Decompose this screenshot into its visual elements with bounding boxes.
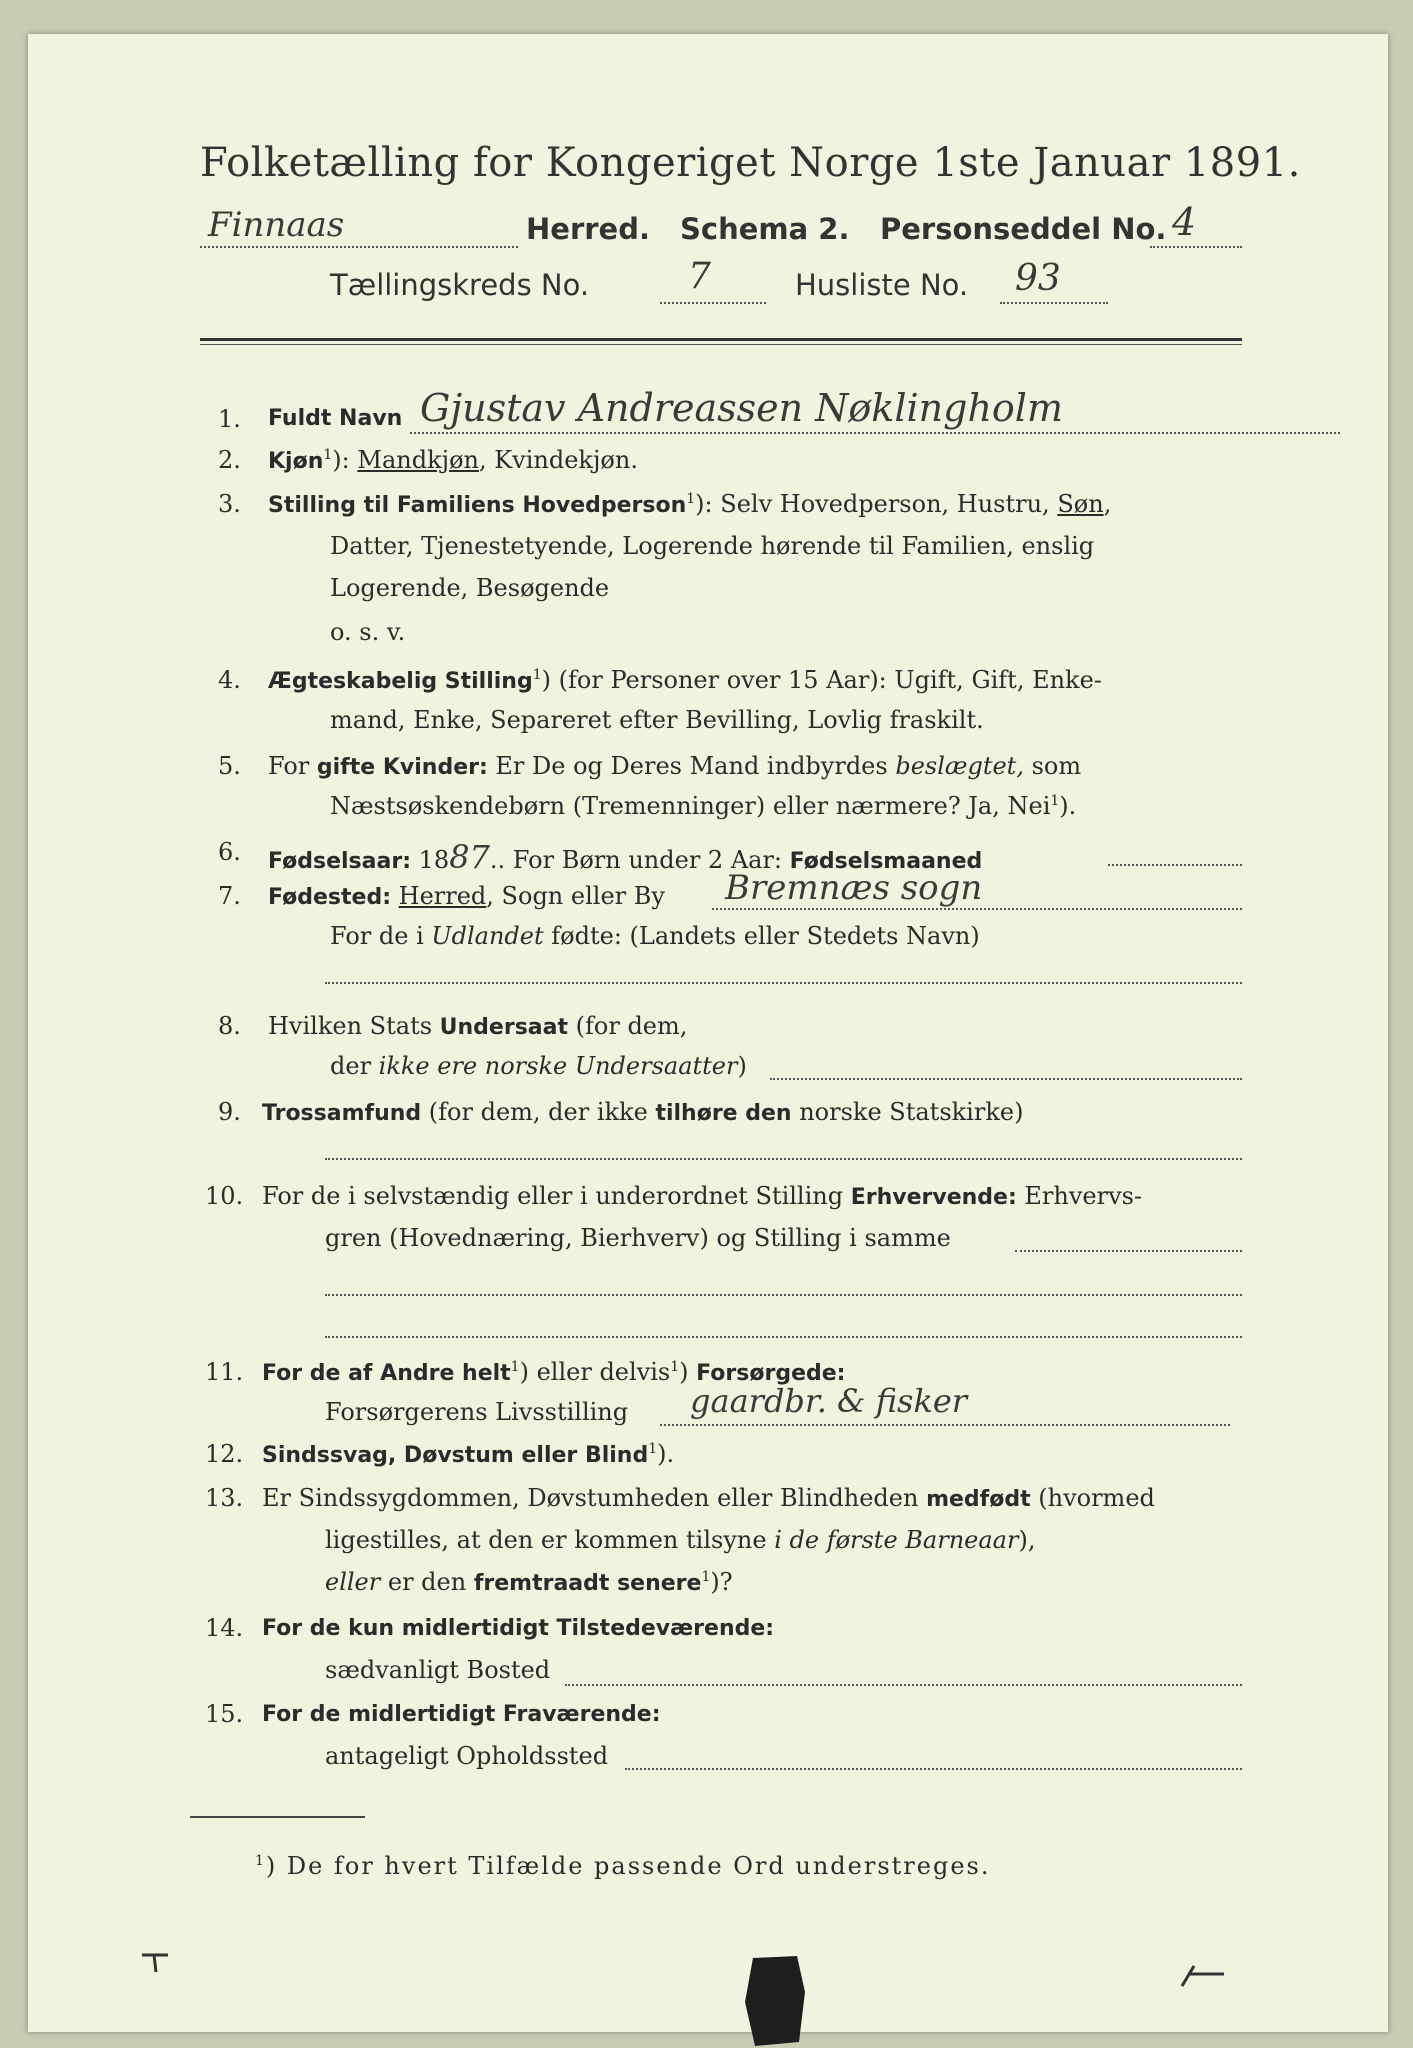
item-2-label: Kjøn xyxy=(268,449,324,474)
item-5-prefix: For xyxy=(268,752,317,780)
item-10-dotline-1 xyxy=(1015,1250,1242,1252)
form-title: Folketælling for Kongeriget Norge 1ste Januar 1891. xyxy=(200,140,1301,186)
item-14-line-2: sædvanligt Bosted xyxy=(325,1656,551,1684)
item-11-line-2: Forsørgerens Livsstilling xyxy=(325,1398,629,1426)
item-5-line-2 xyxy=(330,792,1076,820)
corner-mark-left xyxy=(140,1950,170,1975)
husliste-dotline xyxy=(1000,302,1108,304)
herred-dotline xyxy=(200,246,518,248)
personseddel-label: Personseddel No. xyxy=(880,212,1167,246)
item-8-dotline xyxy=(770,1078,1242,1080)
taellingskreds-dotline xyxy=(660,302,766,304)
item-8-text-2b: ) xyxy=(737,1052,747,1080)
item-5-beslaegtet: beslægtet, xyxy=(895,752,1024,780)
item-8-text-2-italic: ikke ere norske Undersaatter xyxy=(378,1052,738,1080)
item-6-label-2: Fødselsmaaned xyxy=(789,849,983,874)
item-5-sup: 1 xyxy=(1050,793,1060,809)
item-3-option-son: Søn xyxy=(1057,490,1104,518)
item-5-text-2-end: ). xyxy=(1059,792,1077,820)
item-13-fremtraadt: fremtraadt senere xyxy=(473,1571,702,1596)
item-8-number: 8. xyxy=(218,1012,241,1040)
item-4-label: Ægteskabelig Stilling xyxy=(268,669,533,694)
item-12-line xyxy=(262,1440,674,1468)
item-13-text-1a: Er Sindssygdommen, Døvstumheden eller Blindheden xyxy=(262,1484,927,1512)
item-8-line-1 xyxy=(268,1012,687,1040)
item-4-text-1: ) (for Personer over 15 Aar): Ugift, Gift, Enke- xyxy=(541,666,1102,694)
item-12-number: 12. xyxy=(205,1440,244,1468)
item-9-dotline xyxy=(325,1158,1242,1160)
item-11-text-1c: ) xyxy=(679,1358,697,1386)
item-2-sup: 1 xyxy=(323,447,333,463)
item-13-medfodt: medfødt xyxy=(926,1487,1031,1512)
item-13-text-2b: ), xyxy=(1018,1526,1036,1554)
item-7-text-2b: fødte: (Landets eller Stedets Navn) xyxy=(543,922,980,950)
item-4-line-1 xyxy=(268,666,1102,694)
item-3-text-1: ): Selv Hovedperson, Hustru, xyxy=(695,490,1058,518)
personseddel-dotline xyxy=(1150,246,1242,248)
herred-label: Herred. xyxy=(526,212,650,246)
binding-hole xyxy=(735,1952,815,2048)
item-13-text-2-italic: i de første Barneaar xyxy=(774,1526,1019,1554)
item-6-line: Fødselsaar: 1887.. For Børn under 2 Aar: Fødselsmaaned xyxy=(268,838,983,876)
item-9-label: Trossamfund xyxy=(262,1101,422,1126)
item-13-sup: 1 xyxy=(701,1569,711,1585)
husliste-label: Husliste No. xyxy=(795,268,969,302)
item-7-line-2 xyxy=(330,922,980,950)
item-5-text-1: Er De og Deres Mand indbyrdes xyxy=(487,752,896,780)
header-rule-bottom xyxy=(200,344,1242,345)
item-5-label: gifte Kvinder: xyxy=(316,755,488,780)
item-6-number: 6. xyxy=(218,838,241,866)
item-10-line-2: gren (Hovednæring, Bierhverv) og Stilling i samme xyxy=(325,1224,951,1252)
item-10-number: 10. xyxy=(205,1182,244,1210)
item-5-number: 5. xyxy=(218,752,241,780)
item-11-sup-1: 1 xyxy=(510,1359,520,1375)
item-7-text-2a: For de i xyxy=(330,922,432,950)
item-3-line-3: Logerende, Besøgende xyxy=(330,574,610,602)
item-3-line-1 xyxy=(268,490,1111,518)
item-13-line-3 xyxy=(325,1568,733,1596)
item-3-sup: 1 xyxy=(686,491,696,507)
item-11-sup-2: 1 xyxy=(670,1359,680,1375)
item-15-label: For de midlertidigt Fraværende: xyxy=(262,1702,661,1727)
item-7-rest: , Sogn eller By xyxy=(486,882,665,910)
item-5-text-2: Næstsøskendebørn (Tremenninger) eller nærmere? Ja, Nei xyxy=(330,792,1051,820)
item-10-line-1 xyxy=(262,1182,1142,1210)
item-13-line-2 xyxy=(325,1526,1035,1554)
footnote-rule xyxy=(190,1816,365,1818)
item-10-dotline-3 xyxy=(325,1336,1242,1338)
item-2-rest: , Kvindekjøn. xyxy=(478,446,638,474)
item-11-text-1b: ) eller delvis xyxy=(519,1358,671,1386)
item-12-label: Sindssvag, Døvstum eller Blind xyxy=(262,1443,649,1468)
item-13-text-2a: ligestilles, at den er kommen tilsyne xyxy=(325,1526,775,1554)
item-3-line-4: o. s. v. xyxy=(330,618,406,646)
item-10-text-1a: For de i selvstændig eller i underordnet Stilling xyxy=(262,1182,851,1210)
item-13-text-3a: er den xyxy=(380,1568,474,1596)
item-11-text-1a: For de af Andre helt xyxy=(262,1361,511,1386)
item-1-value: Gjustav Andreassen Nøklingholm xyxy=(420,386,1063,430)
item-7-value: Bremnæs sogn xyxy=(725,868,983,908)
item-8-text-1a: Hvilken Stats xyxy=(268,1012,440,1040)
item-4-number: 4. xyxy=(218,666,241,694)
herred-value: Finnaas xyxy=(208,205,345,245)
taellingskreds-value: 7 xyxy=(688,256,711,297)
item-12-end: ). xyxy=(657,1440,675,1468)
footnote xyxy=(255,1852,990,1880)
item-13-text-3-italic: eller xyxy=(325,1568,381,1596)
item-15-number: 15. xyxy=(205,1700,244,1728)
item-13-text-1b: (hvormed xyxy=(1030,1484,1155,1512)
item-13-line-1 xyxy=(262,1484,1155,1512)
item-9-text: (for dem, der ikke xyxy=(421,1098,656,1126)
item-13-number: 13. xyxy=(205,1484,244,1512)
item-7-dotline xyxy=(712,908,1242,910)
item-9-number: 9. xyxy=(218,1098,241,1126)
item-9-tilhore: tilhøre den xyxy=(655,1101,792,1126)
item-2-line xyxy=(268,446,638,474)
item-11-label: Forsørgede: xyxy=(696,1361,846,1386)
taellingskreds-label: Tællingskreds No. xyxy=(330,268,590,302)
item-12-sup: 1 xyxy=(648,1441,658,1457)
item-8-text-1b: (for dem, xyxy=(568,1012,688,1040)
item-4-line-2: mand, Enke, Separeret efter Bevilling, Lovlig fraskilt. xyxy=(330,706,984,734)
item-11-dotline xyxy=(660,1424,1230,1426)
header-rule-top xyxy=(200,338,1242,341)
item-14-label: For de kun midlertidigt Tilstedeværende: xyxy=(262,1616,775,1641)
item-7-line-1 xyxy=(268,882,665,910)
item-6-year-prefix: 18 xyxy=(418,846,450,874)
item-6-mid: For Børn under 2 Aar: xyxy=(505,846,790,874)
item-8-text-2a: der xyxy=(330,1052,379,1080)
item-7-number: 7. xyxy=(218,882,241,910)
item-3-number: 3. xyxy=(218,490,241,518)
item-3-label: Stilling til Familiens Hovedperson xyxy=(268,493,687,518)
footnote-sup: 1 xyxy=(255,1853,266,1869)
item-11-number: 11. xyxy=(205,1358,244,1386)
item-10-label: Erhvervende: xyxy=(850,1185,1017,1210)
item-9-text-end: norske Statskirke) xyxy=(791,1098,1024,1126)
item-4-sup: 1 xyxy=(532,667,542,683)
item-11-value: gaardbr. & fisker xyxy=(690,1382,968,1420)
item-5-text-1-end: som xyxy=(1023,752,1082,780)
footnote-text: ) De for hvert Tilfælde passende Ord understreges. xyxy=(265,1852,991,1880)
husliste-value: 93 xyxy=(1015,258,1061,299)
item-2-option-mandkjon: Mandkjøn xyxy=(357,446,479,474)
item-6-label: Fødselsaar: xyxy=(268,849,411,874)
corner-mark-right xyxy=(1178,1960,1228,1990)
item-1-label: Fuldt Navn xyxy=(268,406,403,431)
item-7-udlandet: Udlandet xyxy=(431,922,544,950)
item-15-line-2: antageligt Opholdssted xyxy=(325,1742,609,1770)
item-1-dotline xyxy=(410,432,1340,434)
item-6-year-value: 87 xyxy=(449,838,490,876)
item-8-line-2 xyxy=(330,1052,747,1080)
item-15-dotline xyxy=(625,1768,1242,1770)
item-2-number: 2. xyxy=(218,446,241,474)
item-6-dotline xyxy=(1108,864,1242,866)
item-14-dotline xyxy=(565,1684,1242,1686)
item-10-dotline-2 xyxy=(325,1294,1242,1296)
item-3-line-2: Datter, Tjenestetyende, Logerende hørende til Familien, enslig xyxy=(330,532,1095,560)
item-7-dotline-2 xyxy=(325,982,1242,984)
item-10-text-1b: Erhvervs- xyxy=(1016,1182,1143,1210)
personseddel-value: 4 xyxy=(1172,200,1197,244)
item-1-number: 1. xyxy=(218,405,241,433)
item-9-line xyxy=(262,1098,1023,1126)
schema-label: Schema 2. xyxy=(680,212,850,246)
item-13-text-3b: )? xyxy=(710,1568,733,1596)
item-2-suffix: ): xyxy=(332,446,350,474)
item-7-label: Fødested: xyxy=(268,885,391,910)
item-7-option-herred: Herred xyxy=(398,882,487,910)
item-3-text-1-end: , xyxy=(1103,490,1112,518)
item-14-number: 14. xyxy=(205,1614,244,1642)
item-8-label: Undersaat xyxy=(439,1015,569,1040)
item-5-line-1 xyxy=(268,752,1081,780)
